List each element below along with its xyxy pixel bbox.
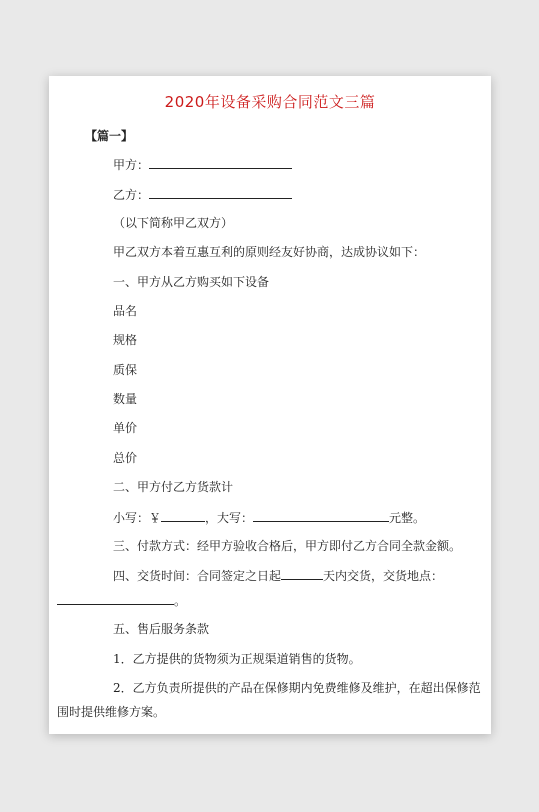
delivery-place-blank xyxy=(57,592,174,605)
clause-5: 五、售后服务条款 xyxy=(113,622,210,636)
item-name: 品名 xyxy=(113,304,138,318)
document-title: 2020年设备采购合同范文三篇 xyxy=(164,93,376,111)
clause-4-middle: 天内交货，交货地点： xyxy=(323,569,444,583)
intro-text: 甲乙双方本着互惠互利的原则经友好协商，达成协议如下： xyxy=(113,245,426,259)
party-b-blank xyxy=(149,186,292,199)
item-quantity: 数量 xyxy=(113,392,138,406)
item-spec: 规格 xyxy=(113,333,138,347)
item-total-price: 总价 xyxy=(113,451,138,465)
clause-1: 一、甲方从乙方购买如下设备 xyxy=(113,275,270,289)
clause-3: 三、付款方式：经甲方验收合格后，甲方即付乙方合同全款金额。 xyxy=(113,539,462,553)
amount-big-blank xyxy=(253,509,389,522)
document-page xyxy=(49,76,491,734)
item-unit-price: 单价 xyxy=(113,421,138,435)
item-warranty: 质保 xyxy=(113,363,138,377)
clause-4-line xyxy=(113,567,443,584)
party-b-label: 乙方： xyxy=(113,188,150,202)
party-a-line xyxy=(113,156,292,173)
party-a-blank xyxy=(149,156,292,169)
delivery-place-line xyxy=(57,592,186,609)
section-tag: 【篇一】 xyxy=(85,129,134,143)
service-term-1: 1．乙方提供的货物须为正规渠道销售的货物。 xyxy=(113,652,361,666)
party-b-line xyxy=(113,186,292,203)
service-term-2-line-1: 2．乙方负责所提供的产品在保修期内免费维修及维护，在超出保修范 xyxy=(113,681,481,695)
amount-small-label: 小写：￥ xyxy=(113,511,162,525)
amount-end: 元整。 xyxy=(389,511,426,525)
amount-big-label: ，大写： xyxy=(205,511,254,525)
clause-4-start: 四、交货时间：合同签定之日起 xyxy=(113,569,282,583)
delivery-days-blank xyxy=(281,567,323,580)
abbreviation-note: （以下简称甲乙双方） xyxy=(113,216,234,230)
service-term-2-line-2: 围时提供维修方案。 xyxy=(57,705,166,719)
amount-small-blank xyxy=(161,509,205,522)
clause-2: 二、甲方付乙方货款计 xyxy=(113,480,234,494)
amount-line xyxy=(113,509,425,526)
clause-4-end: 。 xyxy=(174,594,187,608)
party-a-label: 甲方： xyxy=(113,158,150,172)
